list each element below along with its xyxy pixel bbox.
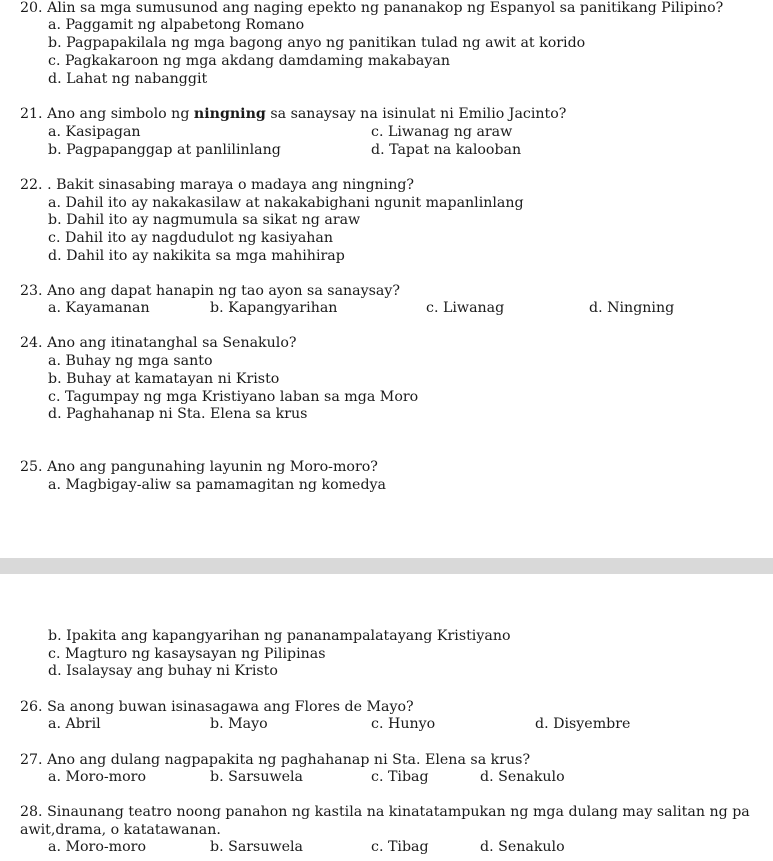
question-21-stem-pre: 21. Ano ang simbolo ng (20, 106, 194, 122)
question-22-option-c: c. Dahil ito ay nagdudulot ng kasiyahan (48, 230, 334, 246)
question-26-option-a: a. Abril (48, 716, 101, 732)
question-21-option-b: b. Pagpapanggap at panlilinlang (48, 142, 281, 158)
question-23-option-d: d. Ningning (589, 300, 675, 316)
question-21-option-c: c. Liwanag ng araw (371, 124, 513, 140)
page-break-gap (0, 558, 773, 574)
question-27-stem: 27. Ano ang dulang nagpapakita ng paghahanap ni Sta. Elena sa krus? (20, 752, 531, 768)
question-22-option-a: a. Dahil ito ay nakakasilaw at nakakabighani ngunit mapanlinlang (48, 195, 524, 211)
question-25-option-a: a. Magbigay-aliw sa pamamagitan ng komedya (48, 477, 387, 493)
question-20-option-a: a. Paggamit ng alpabetong Romano (48, 17, 305, 33)
question-20-stem: 20. Alin sa mga sumusunod ang naging epekto ng pananakop ng Espanyol sa panitikang Pilipino? (20, 0, 724, 16)
question-26-option-d: d. Disyembre (535, 716, 631, 732)
question-20-option-c: c. Pagkakaroon ng mga akdang damdaming makabayan (48, 53, 450, 69)
question-27-option-c: c. Tibag (371, 769, 429, 785)
question-26-option-b: b. Mayo (210, 716, 268, 732)
question-20-option-b: b. Pagpapakilala ng mga bagong anyo ng panitikan tulad ng awit at korido (48, 35, 586, 51)
question-21-stem (20, 106, 566, 123)
question-23-option-c: c. Liwanag (426, 300, 505, 316)
question-23-stem: 23. Ano ang dapat hanapin ng tao ayon sa sanaysay? (20, 283, 401, 299)
question-22-stem: 22. . Bakit sinasabing maraya o madaya ang ningning? (20, 177, 415, 193)
question-26-option-c: c. Hunyo (371, 716, 436, 732)
question-23-option-b: b. Kapangyarihan (210, 300, 338, 316)
question-24-option-b: b. Buhay at kamatayan ni Kristo (48, 371, 280, 387)
question-24-option-a: a. Buhay ng mga santo (48, 353, 213, 369)
question-21-option-a: a. Kasipagan (48, 124, 141, 140)
question-25-option-d: d. Isalaysay ang buhay ni Kristo (48, 663, 278, 679)
question-28-option-c: c. Tibag (371, 839, 429, 855)
question-23-option-a: a. Kayamanan (48, 300, 150, 316)
question-28-stem-line1: 28. Sinaunang teatro noong panahon ng kastila na kinatatampukan ng mga dulang may salitan ng pa (20, 804, 750, 820)
question-26-stem: 26. Sa anong buwan isinasagawa ang Flores de Mayo? (20, 699, 414, 715)
question-27-option-a: a. Moro-moro (48, 769, 146, 785)
question-21-option-d: d. Tapat na kalooban (371, 142, 522, 158)
question-27-option-b: b. Sarsuwela (210, 769, 304, 785)
question-25-stem: 25. Ano ang pangunahing layunin ng Moro-moro? (20, 459, 378, 475)
question-22-option-b: b. Dahil ito ay nagmumula sa sikat ng araw (48, 212, 361, 228)
question-25-option-c: c. Magturo ng kasaysayan ng Pilipinas (48, 646, 326, 662)
page-bottom-section (0, 574, 773, 861)
question-28-stem-line2: awit,drama, o katatawanan. (20, 822, 221, 838)
question-24-stem: 24. Ano ang itinatanghal sa Senakulo? (20, 335, 297, 351)
question-28-option-a: a. Moro-moro (48, 839, 146, 855)
question-21-stem-post: sa sanaysay na isinulat ni Emilio Jacinto? (265, 106, 567, 122)
question-21-keyword: ningning (193, 106, 266, 122)
question-20-option-d: d. Lahat ng nabanggit (48, 71, 208, 87)
question-27-option-d: d. Senakulo (480, 769, 565, 785)
question-24-option-c: c. Tagumpay ng mga Kristiyano laban sa mga Moro (48, 389, 419, 405)
question-24-option-d: d. Paghahanap ni Sta. Elena sa krus (48, 406, 308, 422)
question-22-option-d: d. Dahil ito ay nakikita sa mga mahihirap (48, 248, 345, 264)
question-25-option-b: b. Ipakita ang kapangyarihan ng pananampalatayang Kristiyano (48, 628, 511, 644)
question-28-option-d: d. Senakulo (480, 839, 565, 855)
question-28-option-b: b. Sarsuwela (210, 839, 304, 855)
